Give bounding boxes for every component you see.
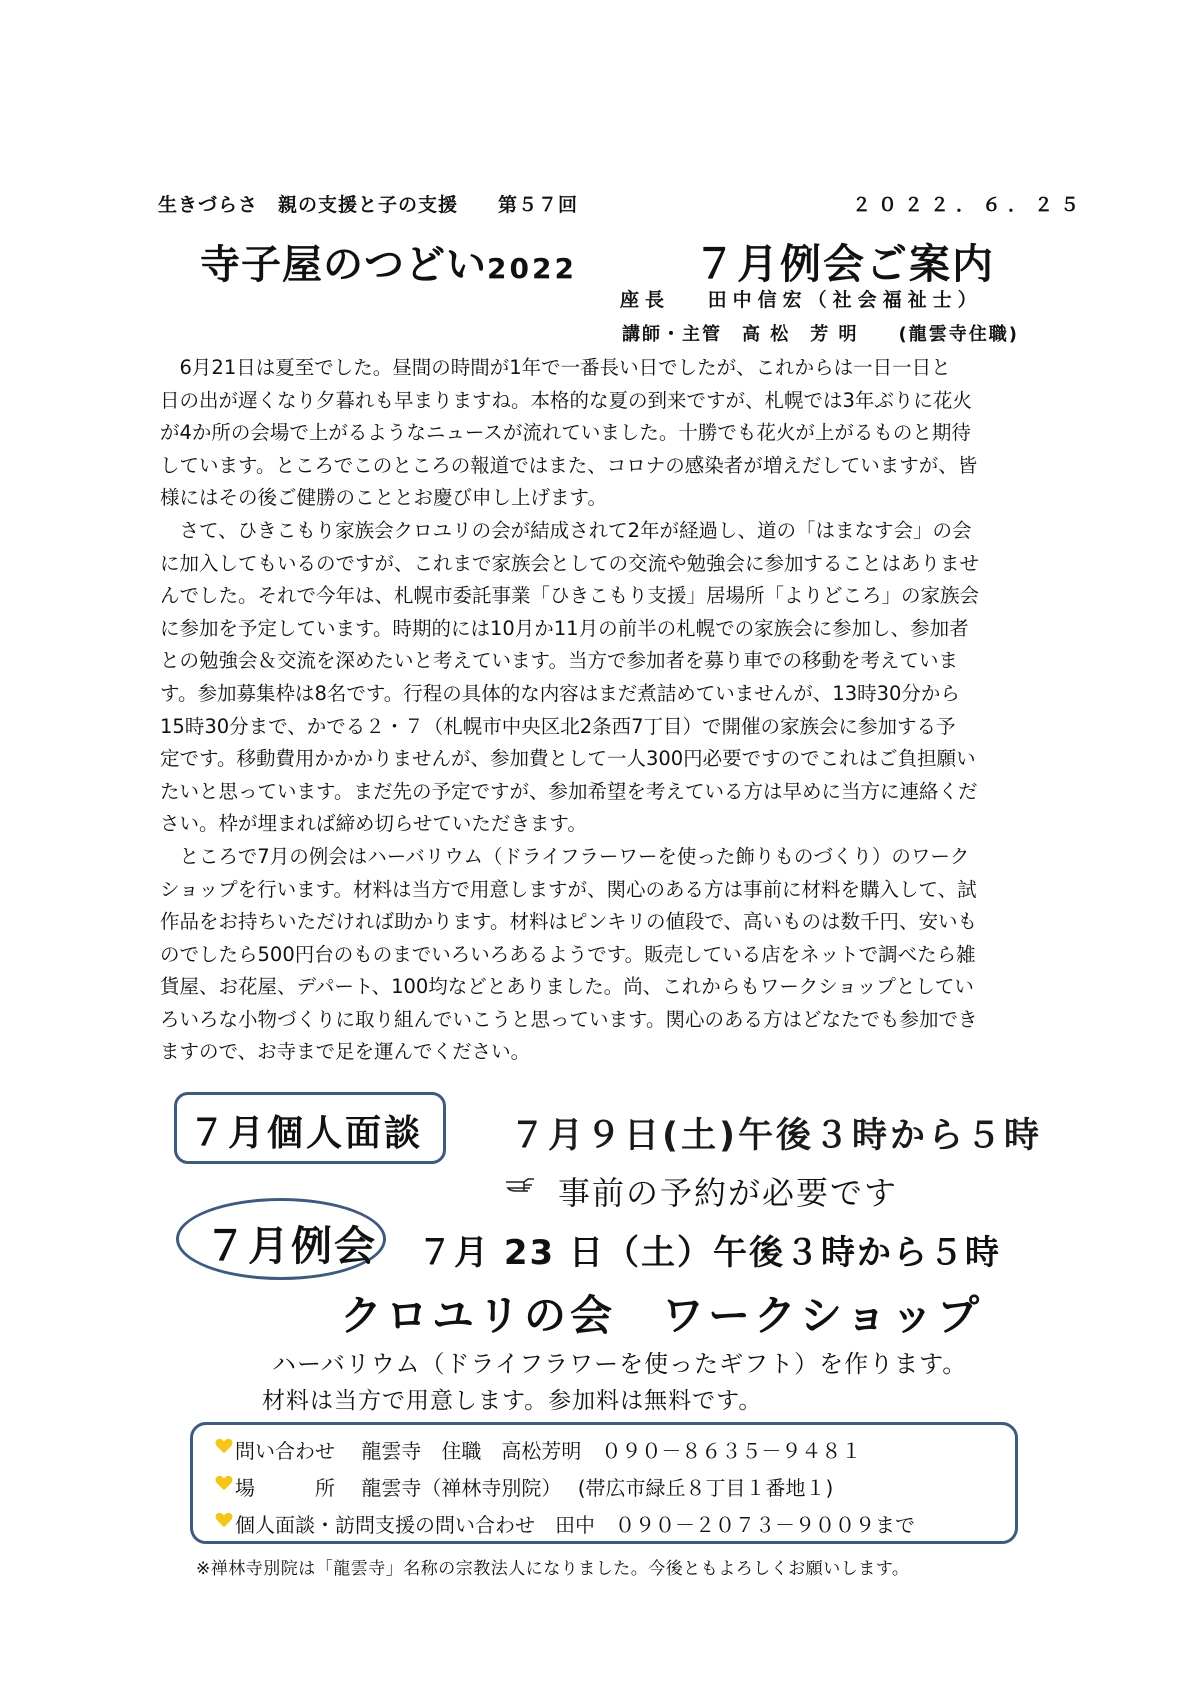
body-line: す。参加募集枠は8名です。行程の具体的な内容はまだ煮詰めていませんが、13時30分から	[160, 681, 960, 705]
issue-date: ２０２２．６．２５	[852, 194, 1087, 216]
series-heading: 生きづらさ 親の支援と子の支援 第５７回	[158, 194, 579, 216]
body-text	[160, 352, 1060, 1069]
workshop-title: クロユリの会 ワークショップ	[340, 1291, 984, 1340]
body-line: ショップを行います。材料は当方で用意しますが、関心のある方は事前に材料を購入して、試	[160, 877, 977, 901]
body-line: 貨屋、お花屋、デパート、100均などとありました。尚、これからもワークショップとしてい	[160, 975, 974, 999]
pointing-hand-icon	[504, 1170, 538, 1203]
contact-interview: 個人面談・訪問支援の問い合わせ 田中 ０９０－２０７３－９００９まで	[235, 1513, 915, 1537]
meeting-datetime: ７月 23 日（土）午後３時から５時	[418, 1233, 1001, 1273]
page-title	[200, 233, 577, 290]
chairperson: 座長 田中信宏（社会福祉士）	[620, 289, 983, 311]
material-text: 材料は当方で用意します。参加料は無料です。	[262, 1388, 763, 1414]
contact-row	[235, 1435, 861, 1464]
interview-label-box	[174, 1092, 446, 1164]
body-line: 様にはその後ご健勝のこととお慶び申し上げます。	[160, 486, 607, 510]
contact-row	[235, 1509, 915, 1538]
meeting-label: ７月例会	[205, 1222, 377, 1270]
contact-location: 場 所 龍雲寺（禅林寺別院） (帯広市緑丘８丁目１番地１)	[235, 1476, 834, 1500]
contact-inquiry: 問い合わせ 龍雲寺 住職 高松芳明 ０９０－８６３５－９４８１	[235, 1439, 862, 1463]
body-line: んでした。それで今年は、札幌市委託事業「ひきこもり支援」居場所「よりどころ」の家族会	[160, 584, 980, 608]
heart-icon	[215, 1511, 233, 1529]
reservation-note: 事前の予約が必要です	[558, 1174, 899, 1212]
body-line: さい。枠が埋まれば締め切らせていただきます。	[160, 812, 587, 836]
body-line: しています。ところでこのところの報道ではまた、コロナの感染者が増えだしていますが、皆	[160, 453, 978, 477]
body-line: に参加を予定しています。時期的には10月か11月の前半の札幌での家族会に参加し、参加者	[160, 616, 969, 640]
contact-box	[190, 1422, 1018, 1544]
body-line: 定です。移動費用かかかりませんが、参加費として一人300円必要ですのでこれはご負担願い	[160, 747, 976, 771]
heart-icon	[215, 1474, 233, 1492]
body-line: 日の出が遅くなり夕暮れも早まりますね。本格的な夏の到来ですが、札幌では3年ぶりに花火	[160, 388, 972, 412]
contact-row	[235, 1472, 833, 1501]
title-main: 寺子屋のつどい	[200, 242, 487, 288]
footer-note: ※禅林寺別院は「龍雲寺」名称の宗教法人になりました。今後ともよろしくお願いします。	[196, 1559, 910, 1579]
body-line: たいと思っています。まだ先の予定ですが、参加希望を考えている方は早めに当方に連絡くだ	[160, 779, 978, 803]
body-line: との勉強会＆交流を深めたいと考えています。当方で参加者を募り車での移動を考えていま	[160, 649, 958, 673]
body-line: 作品をお持ちいただければ助かります。材料はピンキリの値段で、高いものは数千円、安いも	[160, 910, 978, 934]
body-line: ろいろな小物づくりに取り組んでいこうと思っています。関心のある方はどなたでも参加でき	[160, 1007, 978, 1031]
herbarium-text: ハーバリウム（ドライフラワーを使ったギフト）を作ります。	[272, 1350, 968, 1378]
body-line: が4か所の会場で上がるようなニュースが流れていました。十勝でも花火が上がるものと期待	[160, 421, 971, 445]
interview-label: ７月個人面談	[189, 1113, 424, 1154]
interview-datetime: ７月９日(土)午後３時から５時	[510, 1116, 1042, 1156]
body-line: 15時30分まで、かでる２・７（札幌市中央区北2条西7丁目）で開催の家族会に参加する予	[160, 714, 956, 738]
body-line: さて、ひきこもり家族会クロユリの会が結成されて2年が経過し、道の「はまなす会」の会	[160, 518, 972, 542]
event-title: ７月例会ご案内	[694, 240, 995, 288]
heart-icon	[215, 1437, 233, 1455]
meeting-label-oval	[176, 1198, 386, 1280]
body-line: ますので、お寺まで足を運んでください。	[160, 1040, 531, 1064]
lecturer: 講師・主管 高 松 芳 明 (龍雲寺住職)	[622, 324, 1019, 345]
body-line: 6月21日は夏至でした。昼間の時間が1年で一番長い日でしたが、これからは一日一日と	[160, 356, 951, 379]
title-year: 2022	[487, 252, 577, 285]
body-line: に加入してもいるのですが、これまで家族会としての交流や勉強会に参加することはありませ	[160, 551, 980, 575]
body-line: のでしたら500円台のものまでいろいろあるようです。販売している店をネットで調べたら雑	[160, 942, 976, 966]
body-line: ところで7月の例会はハーバリウム（ドライフラーワーを使った飾りものづくり）のワーク	[160, 844, 970, 868]
